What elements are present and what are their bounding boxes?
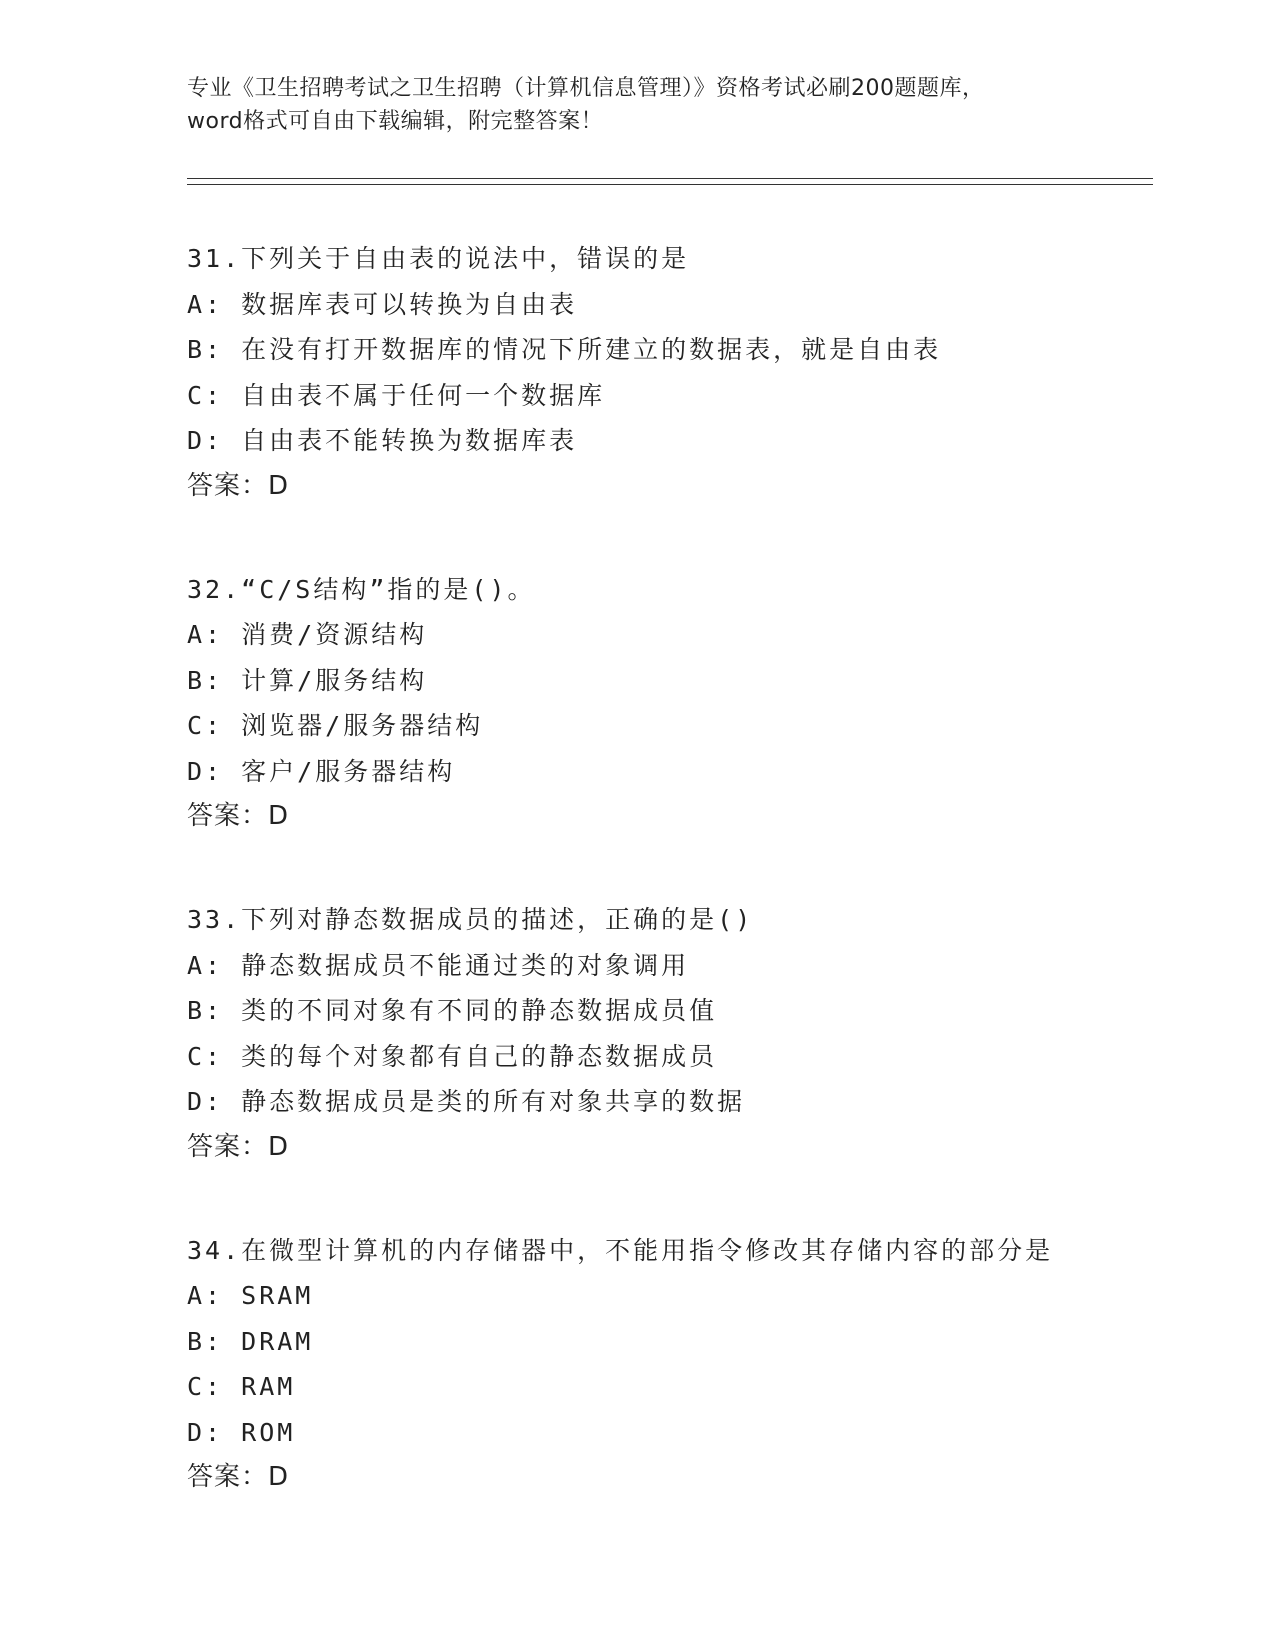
question-31: [187, 236, 1147, 509]
option-d: D: ROM: [187, 1417, 296, 1447]
question-34: [187, 1228, 1147, 1501]
option-b: B: 计算/服务结构: [187, 665, 428, 695]
option-b: B: DRAM: [187, 1326, 314, 1356]
header-divider: [187, 178, 1153, 185]
header-title-line-1: 专业《卫生招聘考试之卫生招聘（计算机信息管理）》资格考试必刷200题题库，: [187, 76, 985, 101]
option-a: A: 数据库表可以转换为自由表: [187, 289, 578, 319]
question-33: [187, 897, 1147, 1170]
option-a: A: 消费/资源结构: [187, 620, 428, 649]
question-list: [187, 236, 1147, 1558]
question-stem: 34.在微型计算机的内存储器中，不能用指令修改其存储内容的部分是: [187, 1235, 1054, 1265]
question-stem: 33.下列对静态数据成员的描述，正确的是(): [187, 905, 754, 934]
answer-line: 答案：D: [187, 1462, 290, 1492]
document-header: [187, 72, 1087, 138]
answer-line: 答案：D: [187, 801, 290, 831]
option-a: A: 静态数据成员不能通过类的对象调用: [187, 950, 690, 980]
question-32: [187, 567, 1147, 840]
option-c: C: 自由表不属于任何一个数据库: [187, 380, 606, 410]
question-stem: 32.“C/S结构”指的是()。: [187, 574, 536, 604]
option-d: D: 客户/服务器结构: [187, 756, 456, 786]
option-a: A: SRAM: [187, 1281, 314, 1310]
option-b: B: 在没有打开数据库的情况下所建立的数据表，就是自由表: [187, 335, 942, 364]
header-title-line-2: word格式可自由下载编辑，附完整答案！: [187, 109, 604, 134]
option-c: C: 类的每个对象都有自己的静态数据成员: [187, 1041, 718, 1071]
answer-line: 答案：D: [187, 470, 290, 501]
option-d: D: 静态数据成员是类的所有对象共享的数据: [187, 1087, 746, 1116]
option-b: B: 类的不同对象有不同的静态数据成员值: [187, 996, 718, 1025]
answer-line: 答案：D: [187, 1131, 290, 1162]
option-c: C: RAM: [187, 1372, 296, 1401]
option-d: D: 自由表不能转换为数据库表: [187, 426, 578, 455]
option-c: C: 浏览器/服务器结构: [187, 711, 484, 740]
question-stem: 31.下列关于自由表的说法中，错误的是: [187, 244, 690, 273]
